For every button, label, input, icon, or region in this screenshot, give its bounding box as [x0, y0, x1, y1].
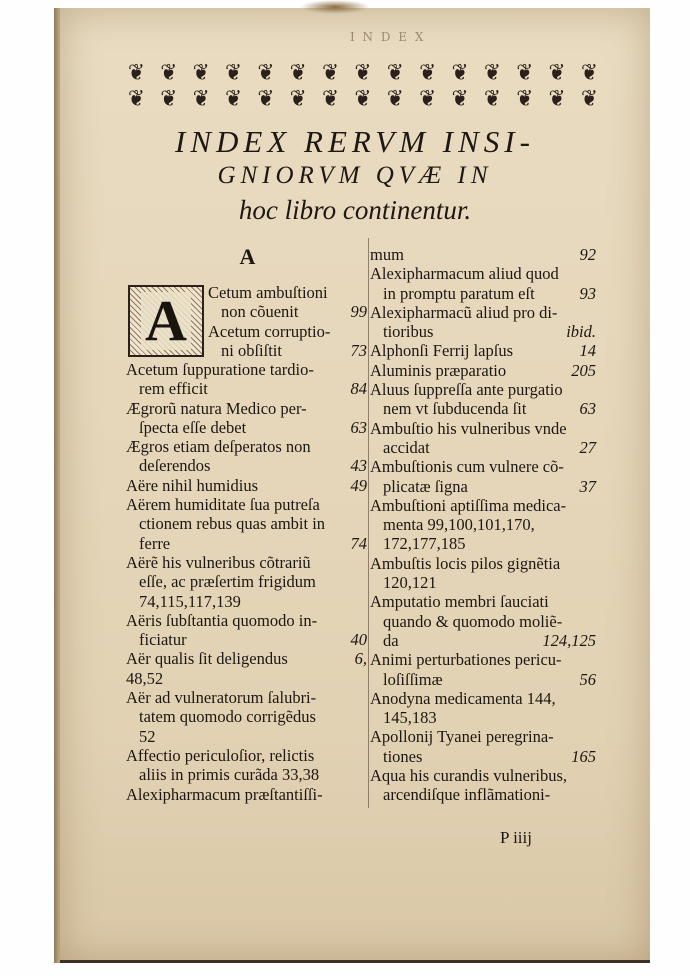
- entry-page-ref: 49: [350, 475, 367, 495]
- entry-page-ref: 74: [350, 533, 367, 553]
- entry-text-line: quando & quomodo moliẽ-: [383, 611, 563, 631]
- fleuron-ornament: ❦: [581, 84, 598, 112]
- index-entry: [370, 419, 598, 458]
- entry-text-line: Ægros etiam deſperatos non: [126, 437, 311, 457]
- index-entry: [126, 360, 369, 399]
- index-entry: [370, 457, 598, 496]
- entry-page-ref: 93: [579, 283, 596, 303]
- fleuron-ornament: ❦: [483, 84, 501, 112]
- index-entry: [126, 611, 369, 650]
- index-entry: [126, 785, 369, 804]
- index-entry: [370, 766, 598, 805]
- entry-text-line: non cõuenit: [221, 302, 299, 322]
- entry-text-line: nem vt ſubducenda ſit: [383, 399, 527, 419]
- index-entry: [126, 476, 369, 495]
- fleuron-ornament: ❦: [386, 84, 404, 112]
- entry-page-ref: 124,125: [542, 630, 596, 650]
- drop-cap-entries: [208, 283, 369, 360]
- entry-text-line: Anodyna medicamenta 144,: [370, 688, 556, 708]
- entry-text-line: Amputatio membri ſauciati: [370, 592, 549, 612]
- page-stain: [300, 0, 370, 14]
- entry-text-line: 120,121: [383, 573, 437, 593]
- entry-text-line: Ægrorũ natura Medico per-: [126, 398, 307, 418]
- index-title-line-2: GNIORVM QVÆ IN: [217, 162, 493, 189]
- entry-text-line: mum: [370, 245, 404, 264]
- fleuron-ornament: ❦: [451, 84, 469, 112]
- entry-page-ref: 92: [579, 245, 596, 264]
- index-entry: [208, 283, 369, 322]
- index-entry: [370, 592, 598, 650]
- fleuron-ornament: ❦: [516, 58, 534, 86]
- fleuron-ornament: ❦: [581, 58, 598, 86]
- entry-text-line: Aër ad vulneratorum ſalubri-: [126, 688, 317, 708]
- entry-text-line: Ambuſtioni aptiſſima medica-: [370, 495, 567, 515]
- entry-text-line: 52: [139, 726, 156, 746]
- entry-text-line: arcendiſque inflãmationi-: [383, 785, 551, 805]
- entry-page-ref: 6,: [354, 649, 367, 669]
- fleuron-ornament: ❦: [225, 84, 242, 112]
- entry-text-line: da: [383, 630, 399, 650]
- ornament-row-top: [128, 60, 598, 84]
- index-entry: [370, 264, 598, 303]
- index-entry: [370, 303, 598, 342]
- signature-mark: P iiij: [500, 828, 532, 847]
- entry-text-line: Alexipharmacum præſtantiſſi-: [126, 784, 323, 804]
- entry-text-line: deſerendos: [139, 456, 211, 476]
- entry-page-ref: 99: [350, 302, 367, 322]
- entry-text-line: Animi perturbationes pericu-: [370, 650, 562, 670]
- fleuron-ornament: ❦: [128, 58, 145, 86]
- fleuron-ornament: ❦: [322, 84, 339, 112]
- fleuron-ornament: ❦: [289, 58, 307, 86]
- entry-text-line: ni obſiſtit: [221, 340, 282, 360]
- entry-text-line: Alphonſi Ferrij lapſus: [370, 341, 513, 361]
- fleuron-ornament: ❦: [192, 84, 210, 112]
- entry-text-line: Ambuſtio his vulneribus vnde: [370, 418, 567, 438]
- entry-text-line: 74,115,117,139: [139, 591, 241, 611]
- entry-text-line: Aluminis præparatio: [370, 360, 507, 380]
- ornament-row-bottom: [128, 86, 598, 110]
- index-entry: [370, 496, 598, 554]
- fleuron-ornament: ❦: [160, 84, 178, 112]
- entry-text-line: in promptu paratum eſt: [383, 283, 535, 303]
- entry-text-line: Acetum corruptio-: [208, 321, 331, 341]
- index-column-right: [370, 245, 598, 805]
- entry-text-line: Apollonij Tyanei peregrina-: [370, 727, 554, 747]
- entry-text-line: Acetum ſuppuratione tardio-: [126, 360, 314, 379]
- drop-cap-initial: [128, 285, 204, 357]
- index-entry: [126, 746, 369, 785]
- entry-text-line: Aëris ſubſtantia quomodo in-: [126, 610, 318, 630]
- index-entry: [370, 380, 598, 419]
- entry-text-line: Alexipharmacum aliud quod: [370, 264, 559, 284]
- fleuron-ornament: ❦: [257, 58, 275, 86]
- index-column-left: [126, 245, 369, 804]
- index-title-line-1: INDEX RERVM INSI-: [175, 124, 535, 159]
- entry-page-ref: 165: [571, 746, 596, 766]
- entry-text-line: Ambuſtis locis pilos gignẽtia: [370, 553, 561, 573]
- entry-page-ref: 56: [579, 669, 596, 689]
- entry-text-line: Affectio periculoſior, relictis: [126, 745, 315, 765]
- fleuron-ornament: ❦: [128, 84, 145, 112]
- fleuron-ornament: ❦: [354, 84, 372, 112]
- entry-page-ref: 63: [579, 399, 596, 419]
- entry-text-line: accidat: [383, 437, 430, 457]
- index-entry: [126, 688, 369, 746]
- entry-text-line: Ambuſtionis cum vulnere cõ-: [370, 457, 564, 477]
- entry-text-line: tiones: [383, 746, 423, 766]
- right-entry-list: [370, 245, 598, 805]
- fleuron-ornament: ❦: [516, 84, 534, 112]
- entry-text-line: tioribus: [383, 322, 434, 342]
- index-entry: [126, 649, 369, 668]
- entry-text-line: ctionem rebus quas ambit in: [139, 514, 326, 534]
- entry-text-line: plicatæ ſigna: [383, 476, 468, 496]
- entry-text-line: 172,177,185: [383, 534, 466, 554]
- entry-text-line: Alexipharmacũ aliud pro di-: [370, 302, 558, 322]
- entry-page-ref: 73: [350, 340, 367, 360]
- entry-page-ref: 205: [571, 360, 596, 380]
- index-entry: [370, 341, 598, 360]
- entry-page-ref: 14: [579, 341, 596, 361]
- fleuron-ornament: ❦: [160, 58, 178, 86]
- entry-text-line: Aluus ſuppreſſa ante purgatio: [370, 380, 563, 400]
- fleuron-ornament: ❦: [451, 58, 469, 86]
- fleuron-ornament: ❦: [419, 58, 436, 86]
- fleuron-ornament: ❦: [354, 58, 372, 86]
- entry-text-line: eſſe, ac præſertim frigidum: [139, 572, 316, 592]
- entry-text-line: Aër qualis ſit deligendus: [126, 649, 288, 669]
- entry-text-line: Aërem humiditate ſua putreſa: [126, 495, 320, 515]
- entry-text-line: Aërẽ his vulneribus cõtrariũ: [126, 552, 311, 572]
- entry-text-line: 48,52: [126, 668, 164, 688]
- entry-page-ref: 27: [579, 437, 596, 457]
- index-entry: [208, 322, 369, 361]
- index-entry: [370, 245, 598, 264]
- section-letter: A: [239, 244, 256, 269]
- entry-text-line: Aëre nihil humidius: [126, 475, 258, 495]
- entry-text-line: ficiatur: [139, 630, 187, 650]
- entry-text-line: loſiſſimæ: [383, 669, 443, 689]
- index-entry: [126, 495, 369, 553]
- entry-page-ref: ibid.: [566, 322, 596, 342]
- drop-cap-block: [126, 283, 369, 360]
- drop-cap-letter: A: [141, 292, 191, 350]
- index-title-line-3: hoc libro continentur.: [238, 195, 472, 225]
- entry-text-line: tatem quomodo corrigẽdus: [139, 707, 316, 727]
- fleuron-ornament: ❦: [289, 84, 307, 112]
- index-entry: [370, 554, 598, 593]
- index-entry: [126, 437, 369, 476]
- index-entry: [126, 669, 369, 688]
- fleuron-ornament: ❦: [548, 58, 566, 86]
- fleuron-ornament: ❦: [225, 58, 242, 86]
- entry-text-line: Cetum ambuſtioni: [208, 283, 328, 302]
- index-entry: [126, 553, 369, 611]
- entry-page-ref: 43: [350, 456, 367, 476]
- index-entry: [370, 689, 598, 728]
- fleuron-ornament: ❦: [192, 58, 210, 86]
- entry-text-line: Aqua his curandis vulneribus,: [370, 766, 568, 786]
- index-entry: [370, 650, 598, 689]
- entry-text-line: aliis in primis curãda 33,38: [139, 765, 320, 785]
- running-head: I N D E X: [350, 30, 426, 44]
- entry-text-line: menta 99,100,101,170,: [383, 515, 535, 535]
- entry-text-line: rem efficit: [139, 379, 208, 399]
- fleuron-ornament: ❦: [483, 58, 501, 86]
- index-entry: [370, 727, 598, 766]
- entry-page-ref: 63: [350, 417, 367, 437]
- fleuron-ornament: ❦: [322, 58, 339, 86]
- entry-page-ref: 37: [579, 476, 596, 496]
- entry-text-line: ſpecta eſſe debet: [139, 417, 247, 437]
- entry-text-line: ferre: [139, 533, 171, 553]
- index-entry: [370, 361, 598, 380]
- fleuron-ornament: ❦: [386, 58, 404, 86]
- entry-text-line: 145,183: [383, 708, 437, 728]
- index-entry: [126, 399, 369, 438]
- fleuron-ornament: ❦: [548, 84, 566, 112]
- fleuron-ornament: ❦: [419, 84, 436, 112]
- entry-page-ref: 84: [350, 379, 367, 399]
- entry-page-ref: 40: [350, 630, 367, 650]
- fleuron-ornament: ❦: [257, 84, 275, 112]
- left-entry-list: [126, 360, 369, 804]
